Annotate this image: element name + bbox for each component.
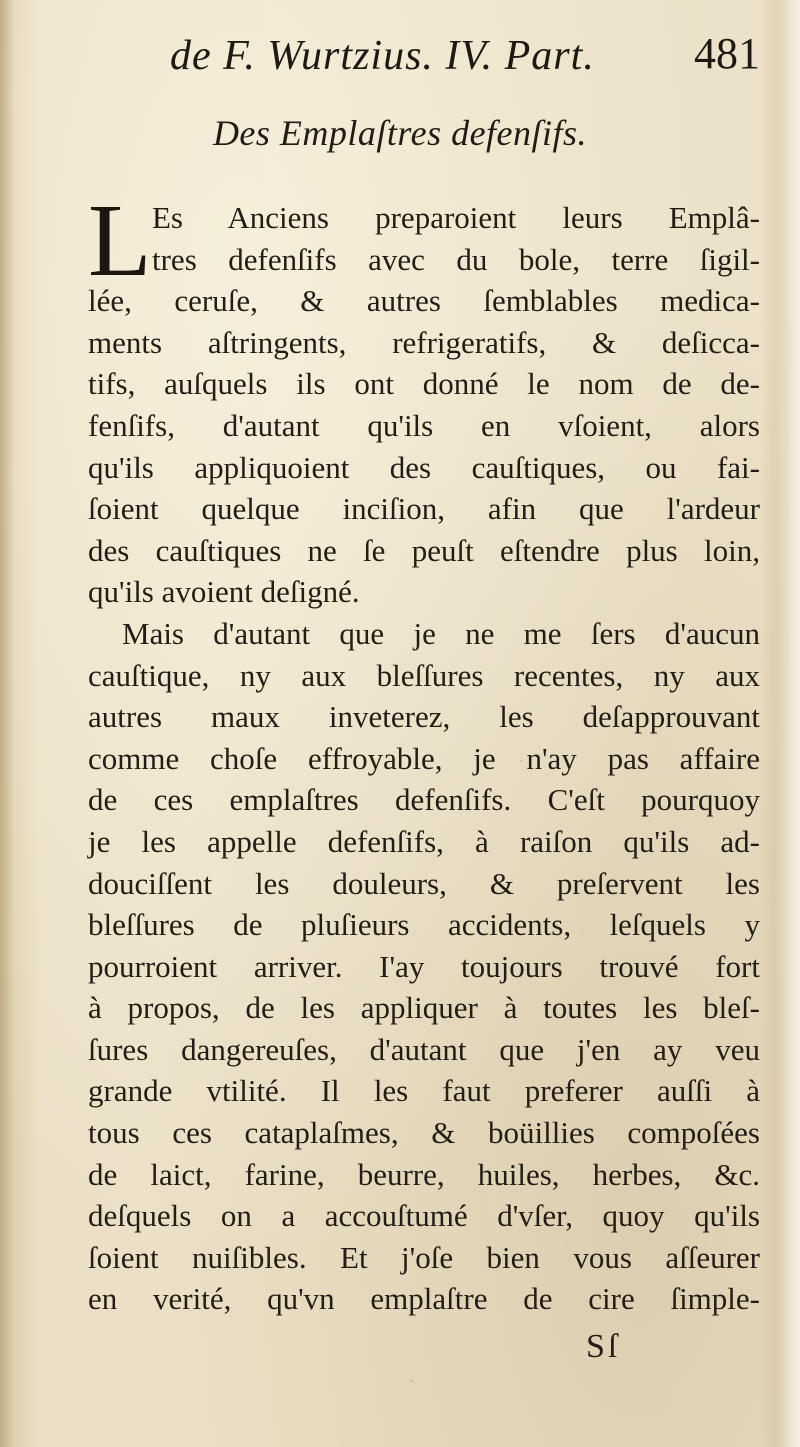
text-line: ſoient nuiſibles. Et j'oſe bien vous aſſeurer — [88, 1239, 760, 1275]
text-line: de ces emplaſtres defenſifs. C'eſt pourquoy — [88, 782, 760, 818]
body-text — [88, 183, 760, 1320]
text-line: fenſifs, d'autant qu'ils en vſoient, alors — [88, 407, 760, 443]
text-line: deſquels on a accouſtumé d'vſer, quoy qu'ils — [88, 1198, 760, 1234]
text-line: des cauſtiques ne ſe peuſt eſtendre plus loin, — [88, 532, 760, 568]
text-line: grande vtilité. Il les faut preferer auſſi à — [88, 1073, 760, 1109]
text-line: je les appelle defenſifs, à raiſon qu'ils ad- — [88, 823, 760, 859]
text-line: ſoient quelque inciſion, afin que l'ardeur — [88, 491, 760, 527]
text-line: bleſſures de pluſieurs accidents, leſquels y — [88, 907, 760, 943]
text-line: lée, ceruſe, & autres ſemblables medica- — [88, 283, 760, 319]
text-line: qu'ils appliquoient des cauſtiques, ou fai- — [88, 449, 760, 485]
paper-speck — [410, 1380, 413, 1382]
page-gutter-shadow — [0, 0, 14, 1447]
text-line: tres defenſifs avec du bole, terre ſigil- — [152, 241, 760, 277]
text-line: douciſſent les douleurs, & preſervent les — [88, 865, 760, 901]
text-line: Es Anciens preparoient leurs Emplâ- — [152, 200, 760, 235]
page-number: 481 — [694, 29, 760, 78]
page-edge — [774, 0, 800, 1447]
text-line: comme choſe effroyable, je n'ay pas affaire — [88, 740, 760, 776]
text-line: Mais d'autant que je ne me ſers d'aucun — [122, 615, 760, 651]
running-title: de F. Wurtzius. IV. Part. — [170, 33, 595, 79]
text-line: pourroient arriver. I'ay toujours trouvé fort — [88, 948, 760, 984]
text-line: tous ces cataplaſmes, & boüillies compoſées — [88, 1115, 760, 1151]
drop-cap: L — [88, 183, 152, 298]
running-header — [170, 28, 760, 88]
section-title: Des Emplaſtres defenſifs. — [212, 113, 588, 153]
text-line: cauſtique, ny aux bleſſures recentes, ny aux — [88, 657, 760, 693]
text-line: à propos, de les appliquer à toutes les bleſ- — [88, 990, 760, 1026]
text-line: autres maux inveterez, les deſapprouvant — [88, 699, 760, 735]
text-line: de laict, farine, beurre, huiles, herbes, &c. — [88, 1156, 760, 1192]
text-line: tifs, auſquels ils ont donné le nom de de- — [88, 366, 760, 402]
text-line: ſures dangereuſes, d'autant que j'en ay veu — [88, 1031, 760, 1067]
signature-mark: Sſ — [586, 1328, 621, 1365]
text-line: ments aſtringents, refrigeratifs, & deſicca- — [88, 324, 760, 360]
text-line: qu'ils avoient deſigné. — [88, 574, 360, 610]
text-line: en verité, qu'vn emplaſtre de cire ſimple- — [88, 1281, 760, 1317]
